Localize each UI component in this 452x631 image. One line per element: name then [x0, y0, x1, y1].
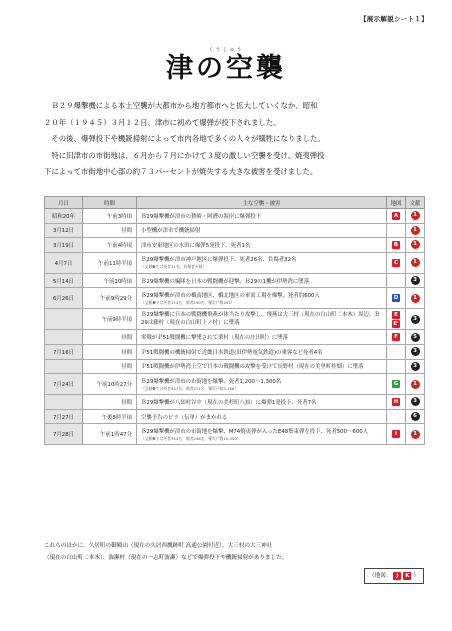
description-text: 零戦がＰ51戦闘機に撃墜されて栗村（現在の庄田町）に墜落	[141, 335, 289, 342]
literature-badge: 1	[411, 211, 420, 220]
cell-description	[137, 330, 387, 345]
cell-date	[45, 309, 83, 330]
cell-map	[387, 374, 406, 395]
literature-badge: 3	[411, 276, 420, 285]
description-text: Ｂ29爆撃機の編隊を日本の戦闘機が迎撃、Ｂ29の1機が伊勢湾に墜落	[141, 278, 310, 285]
literature-badge: 1	[411, 294, 420, 303]
description-text: 空襲予告のビラ（伝単）がまかれる	[141, 414, 228, 421]
cell-literature	[406, 395, 425, 410]
cell-description	[137, 252, 387, 273]
cell-time: 午後8時半頃	[83, 409, 137, 424]
map-reference-close: ）	[413, 573, 419, 579]
cell-time: 昼間	[83, 395, 137, 410]
map-reference-box	[364, 568, 424, 584]
cell-map	[387, 395, 406, 410]
cell-literature	[406, 309, 425, 330]
cell-time: 午前4時頃	[83, 238, 137, 253]
description-text: 小型機が津市で機銃掃射	[141, 228, 201, 235]
literature-badge: 1	[411, 240, 420, 249]
map-badge: A	[393, 212, 399, 219]
cell-map	[387, 238, 406, 253]
literature-badge: 3	[411, 362, 420, 371]
cell-date	[45, 395, 83, 410]
intro-line: Ｂ２９爆撃機による本土空襲が大都市から地方都市へと拡大していくなか、昭和	[44, 101, 318, 110]
table-row	[45, 395, 425, 410]
cell-date: 3月19日	[45, 238, 83, 253]
description-text: Ｂ29爆撃機が津市神戸地区に爆弾投下、死者26名、負傷者32名	[141, 257, 297, 264]
cell-date	[45, 330, 83, 345]
cell-literature	[406, 288, 425, 309]
table-row	[45, 344, 425, 359]
description-text: Ｂ29爆撃機が津市の橋南地区、橋北地区の軍需工場を爆撃、死者約600人	[141, 292, 320, 299]
intro-line: 下によって市街地中心部の約７３パーセントが焼失する大きな被害を受けました。	[44, 167, 318, 176]
cell-description	[137, 344, 387, 359]
intro-line: その後、爆弾投下や機銃掃射によって市内各地で多くの人々が犠牲になりました。	[44, 134, 325, 143]
cell-literature	[406, 344, 425, 359]
map-badge: E'	[393, 320, 399, 327]
cell-description	[137, 424, 387, 445]
cell-description	[137, 238, 387, 253]
cell-literature	[406, 238, 425, 253]
intro-line: ２０年（１９４５）３月１２日、津市に初めて爆弾が投下されました。	[44, 117, 281, 127]
table-row	[45, 273, 425, 288]
cell-literature	[406, 209, 425, 224]
map-badge: F	[392, 333, 400, 341]
cell-date: 7月27日	[45, 409, 83, 424]
description-text: Ｂ29爆撃機が津市の贄崎・阿漕の海岸に爆弾投下	[141, 213, 262, 220]
cell-date	[45, 359, 83, 374]
cell-map	[387, 288, 406, 309]
table-row	[45, 238, 425, 253]
literature-badge: 3	[411, 397, 420, 406]
cell-description	[137, 288, 387, 309]
table-row	[45, 252, 425, 273]
header-time: 時間	[83, 197, 137, 209]
title-ruby: くうしゅう	[208, 47, 244, 53]
map-badge: B	[393, 241, 399, 248]
cell-map	[387, 330, 406, 345]
cell-literature	[406, 374, 425, 395]
cell-time: 午前9時29分	[83, 288, 137, 309]
cell-time: 午前1時47分	[83, 424, 137, 445]
header-description: 主な空襲・被害	[137, 197, 387, 209]
description-note: （文献❷では死者174名、傷者190名、罹災戸数455）	[141, 299, 235, 305]
cell-map	[387, 209, 406, 224]
cell-description	[137, 223, 387, 238]
cell-literature	[406, 330, 425, 345]
map-badge: E	[392, 311, 400, 319]
cell-date: 7月24日	[45, 374, 83, 395]
cell-date: 3月12日	[45, 223, 83, 238]
map-badge: D	[393, 295, 399, 302]
literature-badge: 1	[411, 430, 420, 439]
map-badge: H	[393, 398, 399, 405]
cell-time: 午前9時半頃	[83, 309, 137, 330]
table-row	[45, 359, 425, 374]
cell-date: 7月16日	[45, 344, 83, 359]
table-row	[45, 374, 425, 395]
description-text: Ｂ29爆撃機が八知村谷中（現在の美杉町八知）に爆弾1発投下、死者7名	[141, 399, 317, 406]
map-badge: G	[393, 381, 399, 388]
cell-literature	[406, 223, 425, 238]
cell-description	[137, 273, 387, 288]
footer-note	[44, 540, 424, 584]
map-badge: K	[405, 573, 410, 579]
header-map: 地図	[387, 197, 406, 209]
sheet-label: 【展示解説シート１】	[360, 15, 428, 23]
table-row	[45, 209, 425, 224]
literature-badge: 1	[411, 226, 420, 235]
literature-badge: 3	[411, 315, 420, 324]
cell-date: 7月28日	[45, 424, 83, 445]
table-row	[45, 288, 425, 309]
cell-date: 昭和20年	[45, 209, 83, 224]
intro-text	[44, 98, 424, 181]
cell-date: 4月7日	[45, 252, 83, 273]
table-row	[45, 424, 425, 445]
literature-badge: 3	[411, 347, 420, 356]
footer-line: これらのほかに、久居町の御殿山（現在の久居西鷹跡町 高通公園付近）、大三村の大三神社	[44, 543, 273, 549]
description-text: 津市安東地区の水田に爆弾5発投下、死者1名	[141, 242, 251, 249]
cell-description	[137, 209, 387, 224]
cell-time: 午前10時頃	[83, 273, 137, 288]
header-literature: 文献	[406, 197, 425, 209]
cell-time: 昼間	[83, 330, 137, 345]
description-note: （文献❸では死者344名、傷者248名、罹災戸数10,000）	[141, 435, 241, 441]
cell-time: 午前3時頃	[83, 209, 137, 224]
table-header-row	[45, 197, 425, 209]
cell-literature	[406, 409, 425, 424]
table-body	[45, 209, 425, 445]
cell-map	[387, 359, 406, 374]
map-badge: I	[392, 430, 400, 438]
cell-literature	[406, 252, 425, 273]
cell-time: 昼間	[83, 359, 137, 374]
description-note: （文献❸では死者947名、傷者471名、罹災戸数3,168）	[141, 385, 239, 391]
cell-map	[387, 424, 406, 445]
title-block	[0, 46, 452, 84]
cell-map	[387, 273, 406, 288]
description-note: （文献❸では死者31名、負傷者多数）	[141, 264, 207, 270]
cell-date: 6月26日	[45, 288, 83, 309]
cell-map	[387, 409, 406, 424]
cell-literature	[406, 359, 425, 374]
cell-description	[137, 409, 387, 424]
intro-line: 特に旧津市の市街地は、６月から７月にかけて３度の激しい空襲を受け、焼夷弾投	[44, 150, 325, 160]
map-reference-label: （地図：	[369, 573, 392, 579]
cell-time: 昼間	[83, 223, 137, 238]
cell-time: 午前11時半頃	[83, 252, 137, 273]
cell-literature	[406, 424, 425, 445]
table-row	[45, 223, 425, 238]
cell-date: 5月14日	[45, 273, 83, 288]
description-text: Ｂ29爆撃機が津市の市街地を爆撃、死者1,200～1,300名	[141, 378, 282, 385]
cell-description	[137, 359, 387, 374]
literature-badge: 5	[411, 333, 420, 342]
map-badge: C	[393, 259, 399, 266]
cell-time: 午前10時27分	[83, 374, 137, 395]
description-text: Ｂ29爆撃機に日本の戦闘機飛燕が体当たり攻撃し、飛燕は大三村（現在の白山町二本木）周辺、Ｂ29は藤村（現在の白山町上ノ村）に墜落	[141, 312, 380, 327]
table-row	[45, 409, 425, 424]
description-text: Ｐ51戦闘機の機銃掃射で近畿日本鉄道(旧伊勢電気鉄道)の乗客など死者4名	[141, 349, 323, 356]
footer-line: （現在の白山町二本木）、波瀬村（現在の一志町波瀬）などで爆弾投下や機銃掃射がありました。	[44, 555, 288, 561]
cell-map	[387, 309, 406, 330]
cell-map	[387, 252, 406, 273]
air-raid-table	[44, 196, 425, 445]
cell-description	[137, 374, 387, 395]
map-badge: J	[393, 572, 401, 580]
cell-time: 昼間	[83, 344, 137, 359]
description-text: Ｂ29爆撃機が津市の市街地を爆撃、M74焼夷弾が入ったE48集束弾を投下、死者500～600人	[141, 428, 369, 435]
literature-badge: 1	[411, 258, 420, 267]
literature-badge: 6	[411, 412, 420, 421]
description-text: Ｐ51戦闘機が伊勢湾上空で日本の戦闘機の攻撃を受けて長野村（現在の美里町桂畑）に墜落	[141, 364, 364, 371]
cell-description	[137, 395, 387, 410]
page-title: 津の空襲	[166, 53, 286, 84]
cell-map	[387, 223, 406, 238]
cell-map	[387, 344, 406, 359]
header-date: 月日	[45, 197, 83, 209]
literature-badge: 1	[411, 380, 420, 389]
cell-literature	[406, 273, 425, 288]
cell-description	[137, 309, 387, 330]
table-row	[45, 330, 425, 345]
table-row	[45, 309, 425, 330]
